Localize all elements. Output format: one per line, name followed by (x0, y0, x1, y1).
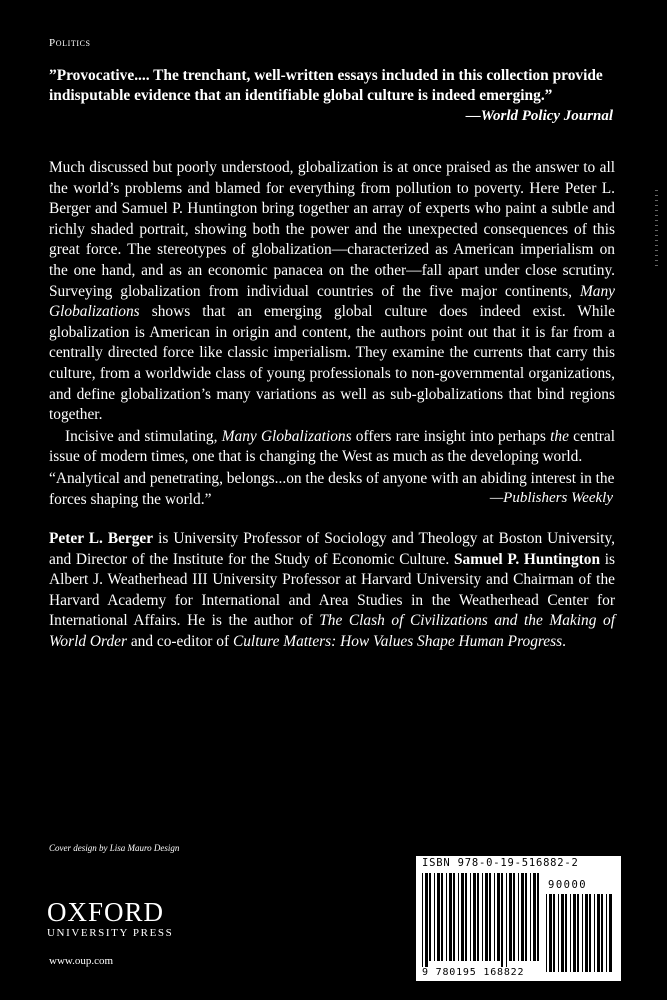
edge-tick (655, 215, 658, 216)
edge-tick (655, 200, 658, 201)
barcode-bar (606, 894, 607, 972)
cover-design-credit: Cover design by Lisa Mauro Design (49, 843, 180, 853)
description-paragraph-1: Much discussed but poorly understood, globalization is at once praised as the answer to all the world’s problems and blamed for everything from pollution to poverty. Here Peter L. Berger and Samuel P. Huntington bring together an array of experts who paint a subtle and richly shaded portrait, showing both the power and the unexpected consequences of this great force. The stereotypes of globalization—characterized as American imperialism on the one hand, and as an economic panacea on the other—fall apart under close scrutiny. Surveying globalization from individual countries of the five major continents, Many Globalizations shows that an emerging global culture does indeed exist. While globalization is American in origin and content, the authors point out that it is far from a centrally directed force like classic imperialism. They examine the currents that carry this culture, from a worldwide class of young professionals to non-governmental organizations, and define globalization’s many variations as well as sub-globalizations that bind regions together. (49, 159, 615, 424)
barcode-bar (509, 873, 512, 961)
edge-tick (655, 230, 658, 231)
barcode-bar (553, 894, 555, 972)
edge-tick (655, 240, 658, 241)
edge-tick (655, 260, 658, 261)
edge-tick (655, 255, 658, 256)
other-book-title: The Clash of Civilizations and the Making of World Order (49, 612, 615, 650)
author-name-2: Samuel P. Huntington (453, 550, 601, 568)
edge-tick (655, 225, 658, 226)
barcode-bar (425, 873, 428, 967)
edge-tick (655, 245, 658, 246)
barcode-bar (449, 873, 452, 961)
ean-barcode-bars (422, 873, 540, 967)
barcode-bar (458, 873, 459, 961)
barcode-bar (573, 894, 576, 972)
barcode-bar (477, 873, 479, 961)
barcode-bar (437, 873, 440, 961)
barcode-bar (434, 873, 435, 961)
barcode-bar (561, 894, 564, 972)
category-label: Politics (49, 37, 91, 49)
description-paragraph-2: Incisive and stimulating, Many Globalizations offers rare insight into perhaps the central issue of modern times, one that is changing the West as much as the developing world. (49, 427, 615, 466)
barcode-bar (537, 873, 539, 961)
barcode-bar (429, 873, 431, 961)
isbn-label: ISBN 978-0-19-516882-2 (422, 857, 579, 869)
barcode-bar (518, 873, 519, 961)
barcode-bar (525, 873, 527, 961)
barcode-bar (530, 873, 531, 961)
review-source-1: —World Policy Journal (465, 108, 613, 124)
barcode-bar (461, 873, 464, 961)
barcode-bar (594, 894, 595, 972)
barcode-bar (422, 873, 423, 967)
edge-tick (655, 250, 658, 251)
barcode-bar (470, 873, 471, 961)
barcode-bar (513, 873, 515, 961)
barcode-bar (489, 873, 491, 961)
edge-tick (655, 195, 658, 196)
barcode-bar (497, 873, 500, 961)
barcode-bar (585, 894, 588, 972)
barcode-bar (565, 894, 567, 972)
review-quote-2: “Analytical and penetrating, belongs...on the desks of anyone with an abiding interest in the forces shaping the world.” (49, 470, 615, 508)
other-book-title: Culture Matters: How Values Shape Human Progress (232, 632, 563, 650)
barcode-bar (441, 873, 443, 961)
barcode-bar (446, 873, 447, 961)
publisher-subtitle: UNIVERSITY PRESS (47, 927, 174, 939)
barcode-bar (453, 873, 455, 961)
book-title: Many Globalizations (221, 427, 352, 445)
publisher-website: www.oup.com (49, 955, 114, 967)
isbn-barcode (416, 856, 621, 981)
barcode-bar (549, 894, 552, 972)
book-title: Many Globalizations (49, 282, 615, 321)
oxford-logo (47, 898, 173, 939)
barcode-bar (601, 894, 603, 972)
author-bio: Peter L. Berger is University Professor of Sociology and Theology at Boston University, and Director of the Institute for the Study of Economic Culture. Samuel P. Huntington is Albert J. Weatherhead III University Professor at Harvard University and Chairman of the Harvard Academy for International and Area Studies in the Weatherhead Center for International Affairs. He is the author of The Clash of Civilizations and the Making of World Order and co-editor of Culture Matters: How Values Shape Human Progress. (49, 530, 615, 650)
barcode-bar (546, 894, 547, 972)
barcode-bar (577, 894, 579, 972)
edge-tick (655, 210, 658, 211)
edge-tick (655, 265, 658, 266)
publisher-name: OXFORD (47, 897, 165, 927)
barcode-bar (597, 894, 600, 972)
price-code: 90000 (548, 879, 588, 891)
edge-tick (655, 205, 658, 206)
barcode-bar (494, 873, 495, 961)
review-source-2: —Publishers Weekly (489, 490, 613, 506)
barcode-bar (533, 873, 536, 961)
barcode-bar (582, 894, 583, 972)
addon-barcode-bars (546, 894, 614, 978)
author-name-1: Peter L. Berger (49, 530, 154, 547)
edge-tick (655, 235, 658, 236)
barcode-bar (465, 873, 467, 961)
barcode-bar (501, 873, 503, 967)
barcode-bar (558, 894, 559, 972)
review-quote-1: ”Provocative.... The trenchant, well-written essays included in this collection provide indisputable evidence that an identifiable global culture is indeed emerging.” (49, 67, 603, 104)
edge-tick (655, 190, 658, 191)
book-description (49, 158, 615, 468)
barcode-bar (473, 873, 476, 961)
barcode-bar (521, 873, 524, 961)
barcode-bar (609, 894, 612, 972)
edge-tick-marks (654, 190, 660, 270)
barcode-bar (482, 873, 483, 961)
barcode-number: 9 780195 168822 (422, 967, 525, 978)
barcode-bar (506, 873, 507, 967)
edge-tick (655, 220, 658, 221)
barcode-bar (570, 894, 571, 972)
barcode-bar (589, 894, 591, 972)
barcode-bar (485, 873, 488, 961)
